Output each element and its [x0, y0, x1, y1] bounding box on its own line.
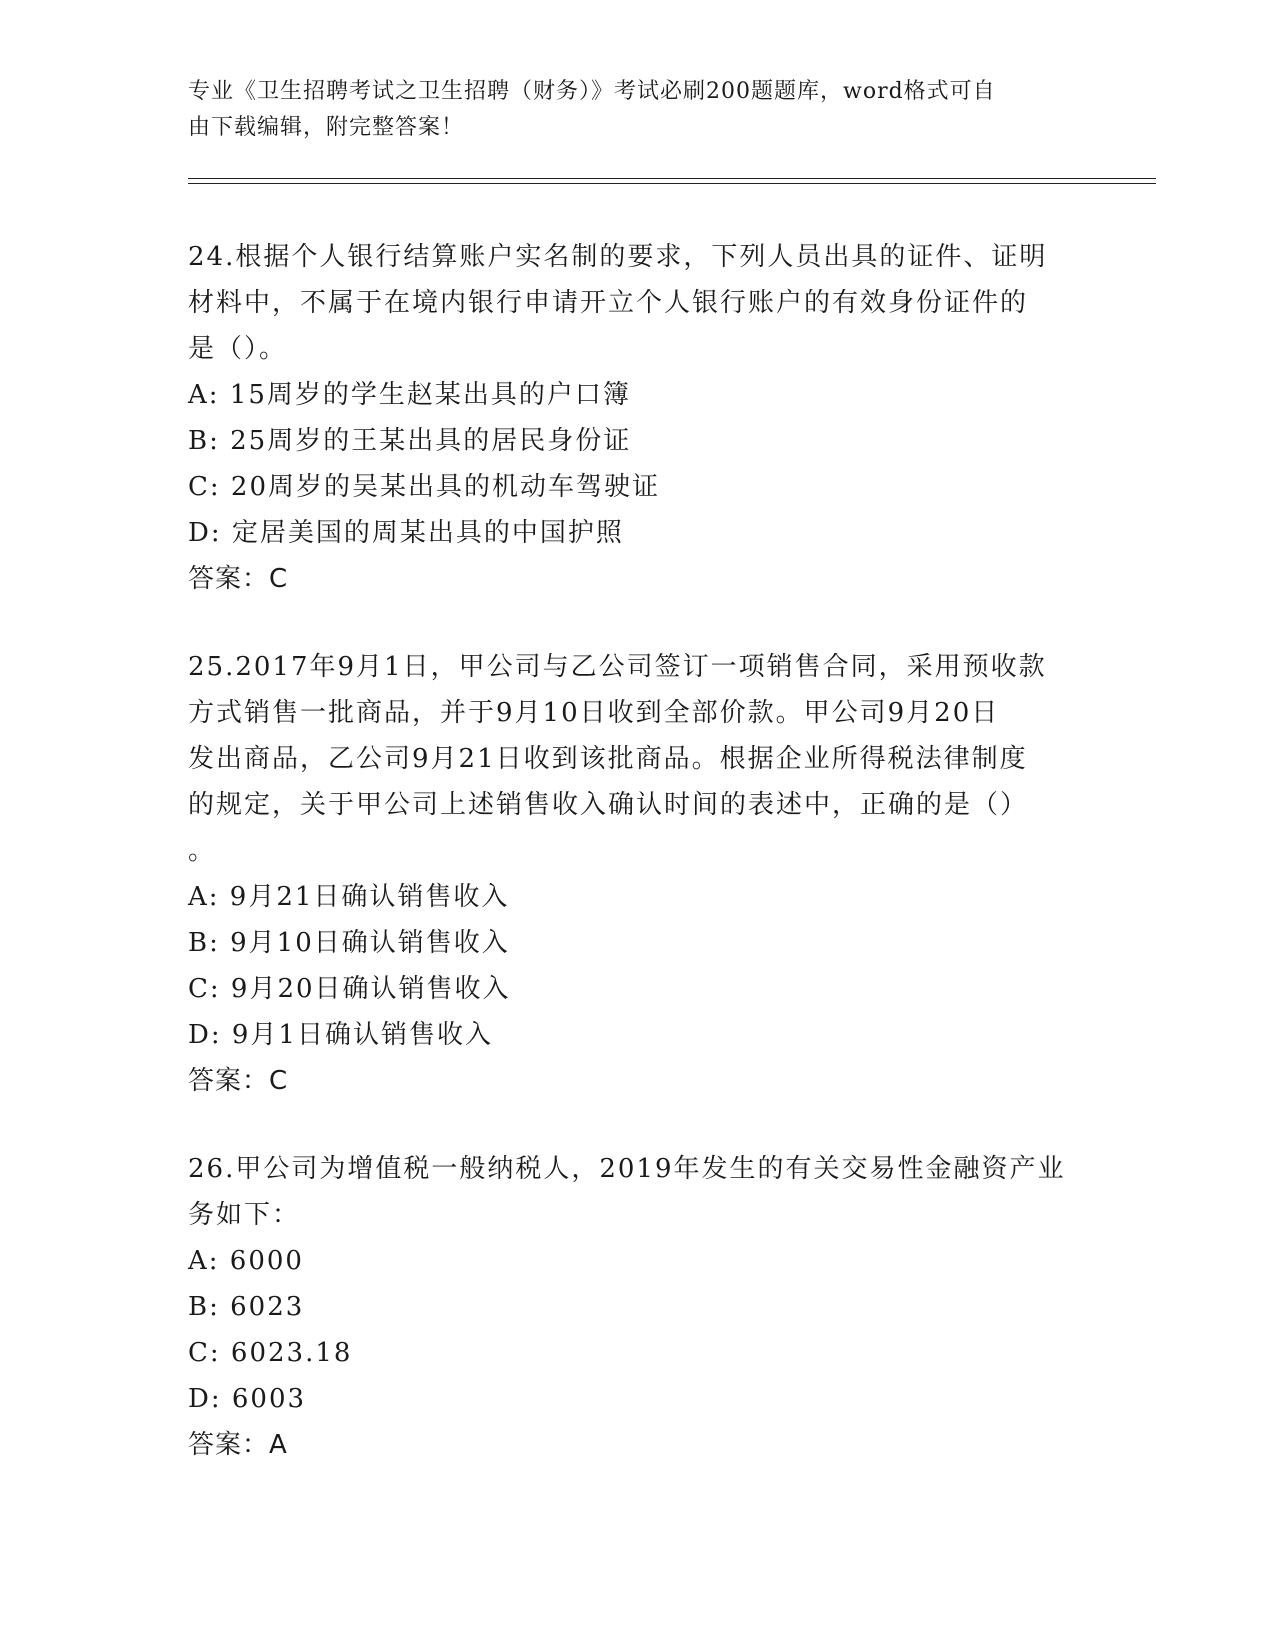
option-c: C: 20周岁的吴某出具的机动车驾驶证	[188, 472, 661, 502]
question-stem-line: 材料中，不属于在境内银行申请开立个人银行账户的有效身份证件的	[188, 288, 1029, 318]
question-stem-line: 25.2017年9月1日，甲公司与乙公司签订一项销售合同，采用预收款	[188, 652, 1047, 682]
option-a: A: 15周岁的学生赵某出具的户口簿	[188, 380, 631, 410]
question-stem-line: 。	[188, 836, 217, 866]
header-line-2: 由下载编辑，附完整答案！	[188, 115, 465, 140]
question-26	[188, 1146, 1088, 1468]
question-24	[188, 234, 1088, 602]
answer: 答案：C	[188, 1066, 289, 1096]
option-c: C: 6023.18	[188, 1338, 353, 1368]
option-d: D: 定居美国的周某出具的中国护照	[188, 518, 624, 548]
option-b: B: 25周岁的王某出具的居民身份证	[188, 426, 632, 456]
header-line-1: 专业《卫生招聘考试之卫生招聘（财务）》考试必刷200题题库，word格式可自	[188, 79, 996, 104]
question-stem-line: 24.根据个人银行结算账户实名制的要求，下列人员出具的证件、证明	[188, 242, 1048, 272]
question-stem-line: 务如下：	[188, 1200, 301, 1230]
option-c: C: 9月20日确认销售收入	[188, 974, 511, 1004]
question-stem-line: 是（）。	[188, 334, 288, 364]
document-header	[188, 74, 1088, 146]
option-a: A: 9月21日确认销售收入	[188, 882, 510, 912]
header-divider-bottom	[188, 183, 1156, 184]
answer: 答案：C	[188, 564, 289, 594]
option-a: A: 6000	[188, 1246, 304, 1276]
option-b: B: 9月10日确认销售收入	[188, 928, 510, 958]
question-stem-line: 的规定，关于甲公司上述销售收入确认时间的表述中，正确的是（）	[188, 790, 1029, 820]
question-stem-line: 26.甲公司为增值税一般纳税人，2019年发生的有关交易性金融资产业	[188, 1154, 1066, 1184]
header-divider-top	[188, 178, 1156, 179]
option-b: B: 6023	[188, 1292, 305, 1322]
option-d: D: 9月1日确认销售收入	[188, 1020, 493, 1050]
option-d: D: 6003	[188, 1384, 307, 1414]
question-stem-line: 发出商品，乙公司9月21日收到该批商品。根据企业所得税法律制度	[188, 744, 1028, 774]
question-25	[188, 644, 1088, 1104]
question-stem-line: 方式销售一批商品，并于9月10日收到全部价款。甲公司9月20日	[188, 698, 1000, 728]
answer: 答案：A	[188, 1430, 288, 1460]
